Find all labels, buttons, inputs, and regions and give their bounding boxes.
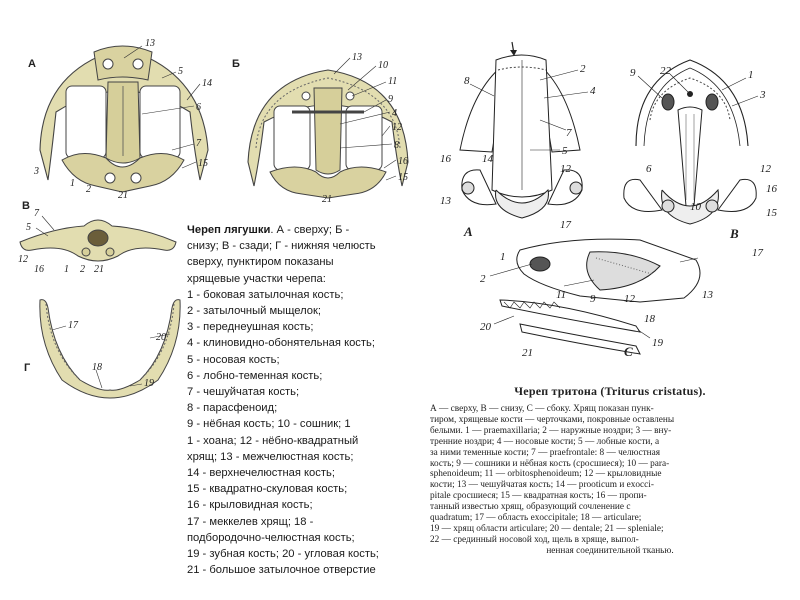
description-line: кости; 13 — чешуйчатая кость; 14 — prooticum и exocci- [430,480,654,491]
callout-20: 20 [156,332,166,343]
legend-line: сверху, пунктиром показаны [187,256,334,269]
callout-18: 18 [92,362,102,373]
callout-15: 15 [198,158,208,169]
legend-line: 15 - квадратно-скуловая кость; [187,483,348,496]
legend-line: 16 - крыловидная кость; [187,499,313,512]
description-line: тиром, хрящевые кости — черточками, покровные оставлены [430,414,675,425]
legend-line: 1 - хоана; 12 - нёбно-квадратный [187,434,359,447]
newt-panel-label-b: В [730,226,739,241]
callout-12: 12 [760,163,771,175]
callout-14: 14 [482,153,493,165]
legend-line: 6 - лобно-теменная кость; [187,369,323,382]
callout-13: 13 [702,289,713,301]
description-line: кость; 9 — сошники и нёбная кость (сросшиеся); 10 — para- [430,458,670,469]
frog-panel-label-a: А [28,58,36,70]
callout-7: 7 [34,208,39,219]
legend-line [187,222,419,238]
callout-11: 11 [388,76,398,87]
callout-5: 5 [26,222,31,233]
callout-12: 12 [18,254,28,265]
callout-1: 1 [500,251,506,263]
legend-line: хрящ; 13 - межчелюстная кость; [187,450,354,463]
newt-figure-description [430,404,790,557]
description-line: танный известью хрящ, образующий сочленение с [430,502,631,513]
legend-line: 3 - переднеушная кость; [187,321,314,334]
callout-18: 18 [644,313,655,325]
description-line: sphenoideum; 11 — orbitosphenoideum; 12 — крыловидные [430,469,662,480]
description-line: А — сверху, В — снизу, С — сбоку. Хрящ показан пунк- [430,404,654,414]
callout-17: 17 [68,320,78,331]
frog-panel-label-v: В [22,200,30,212]
legend-line: 19 - зубная кость; 20 - угловая кость; [187,548,379,561]
description-line: pitale сросшиеся; 15 — квадратная кость; 16 — пропи- [430,491,647,502]
callout-4: 4 [392,108,397,119]
newt-skull-figure [440,40,790,380]
callout-13: 13 [440,195,451,207]
callout-5: 5 [562,145,568,157]
callout-6: 6 [646,163,652,175]
callout-13: 13 [145,38,155,49]
frog-panel-label-g: Г [24,362,31,374]
callout-21: 21 [94,264,104,275]
legend-line: подбородочно-челюстная кость; [187,531,355,544]
frog-skull-ventral-figure [236,52,426,202]
callout-8: 8 [464,75,470,87]
callout-21: 21 [522,347,533,359]
description-line: ненная соединительной тканью. [546,545,674,556]
callout-2: 2 [480,273,486,285]
callout-3: 3 [34,166,39,177]
callout-12: 12 [392,122,402,133]
callout-16: 16 [766,183,777,195]
callout-7: 7 [196,138,201,149]
callout-6: 6 [196,102,201,113]
callout-20: 20 [480,321,491,333]
callout-12: 12 [624,293,635,305]
callout-15: 15 [398,172,408,183]
callout-19: 19 [144,378,154,389]
legend-line: 8 - парасфеноид; [187,402,278,415]
frog-lower-jaw-figure [30,294,190,404]
callout-14: 14 [202,78,212,89]
legend-title-rest: . А - сверху; Б - [270,224,350,236]
callout-16: 16 [34,264,44,275]
legend-line: 2 - затылочный мыщелок; [187,305,322,318]
callout-9: 9 [630,67,636,79]
legend-line: снизу; В - сзади; Г - нижняя челюсть [187,240,376,253]
callout-16: 16 [440,153,451,165]
description-line: белыми. 1 — praemaxillaria; 2 — наружные ноздри; 3 — вну- [430,425,672,436]
callout-15: 15 [766,207,777,219]
callout-16: 16 [398,156,408,167]
callout-1: 1 [748,69,754,81]
callout-17: 17 [560,219,571,231]
newt-panel-label-a: А [464,224,473,239]
callout-5: 5 [178,66,183,77]
callout-22: 22 [660,65,671,77]
legend-line: 4 - клиновидно-обонятельная кость; [187,337,375,350]
callout-10: 10 [690,201,701,213]
callout-21: 21 [118,190,128,200]
callout-1: 1 [70,178,75,189]
legend-line: 21 - большое затылочное отверстие [187,564,376,577]
callout-10: 10 [378,60,388,71]
frog-panel-label-b: Б [232,58,240,70]
callout-1: 1 [64,264,69,275]
callout-4: 4 [590,85,596,97]
description-line: quadratum; 17 — область exoccipitale; 18 — articulare; [430,513,642,524]
legend-line: 5 - носовая кость; [187,353,280,366]
callout-3: 3 [760,89,766,101]
callout-2: 2 [86,184,91,195]
frog-skull-posterior-figure [14,206,184,276]
newt-panel-label-c: С [624,344,633,359]
legend-line: 9 - нёбная кость; 10 - сошник; 1 [187,418,351,431]
frog-skull-dorsal-figure [22,30,222,200]
callout-13: 13 [352,52,362,63]
legend-line: 14 - верхнечелюстная кость; [187,467,335,480]
description-line: тренние ноздри; 4 — носовые кости; 5 — лобные кости, а [430,436,660,447]
legend-line: 17 - меккелев хрящ; 18 - [187,515,314,528]
newt-figure-caption: Череп тритона (Triturus cristatus). [514,384,706,398]
callout-9: 9 [388,94,393,105]
callout-7: 7 [566,127,572,139]
callout-19: 19 [652,337,663,349]
legend-line: хрящевые участки черепа: [187,272,326,285]
callout-17: 17 [752,247,763,259]
callout-2: 2 [80,264,85,275]
callout-12: 12 [560,163,571,175]
callout-11: 11 [556,289,567,301]
legend-title: Череп лягушки [187,224,271,236]
callout-8: 8 [394,140,399,151]
legend-line: 7 - чешуйчатая кость; [187,386,300,399]
legend-line: 1 - боковая затылочная кость; [187,288,344,301]
callout-9: 9 [590,293,596,305]
description-line: за ними теменные кости; 7 — praefrontale: 8 — челюстная [430,447,661,458]
callout-2: 2 [580,63,586,75]
callout-21: 21 [322,194,332,202]
frog-skull-legend [187,222,419,578]
description-line: 19 — хрящ области articulare; 20 — dentale; 21 — spleniale; [430,523,664,534]
description-line: 22 — срединный носовой ход, щель в хряще, выпол- [430,534,639,545]
